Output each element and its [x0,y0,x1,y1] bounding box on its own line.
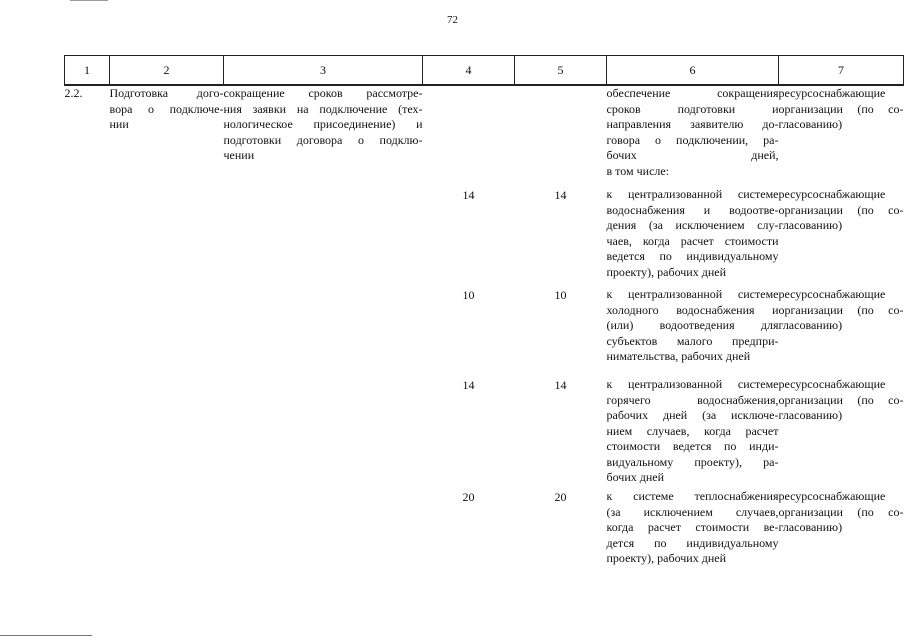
days-column-4: 20 [462,490,475,504]
cell-text-line: ния заявки на подключение (тех- [223,101,423,116]
cell-text-line: рабочих дней (за исключе- [606,408,779,422]
column-header-3: 3 [224,56,423,86]
cell-text-line: ресурсоснабжающие [778,287,886,301]
document-table-wrap [64,55,904,640]
column-header-2: 2 [110,56,224,86]
table-row [65,376,904,488]
cell-text-line: к централизованной системе [606,187,779,201]
measure-text [224,85,423,186]
cell-text-line: к централизованной системе [606,377,779,391]
responsible-text [779,186,904,286]
stage-name [110,186,224,286]
stage-name [110,488,224,582]
page-number: 72 [447,14,458,26]
cell-text-line: сроков подготовки и [606,101,779,116]
cell-text-line: организации (по со- [778,504,904,519]
cell-text-line: субъектов малого предпри- [606,333,779,348]
item-number [65,286,110,376]
days-column-5: 14 [554,188,567,202]
days-column-4: 14 [462,188,475,202]
days-column-5: 14 [554,378,567,392]
measure-text [224,488,423,582]
cell-text-line: говора о подключении, ра- [606,132,779,147]
cell-text-line: водоснабжения и водоотве- [606,202,779,217]
top-rule [70,0,108,1]
column-header-1: 1 [65,56,110,86]
table-row [65,186,904,286]
column-header-6: 6 [607,56,779,86]
cell-text-line: дется по индивидуальному [606,535,779,550]
cell-text-line: сокращение сроков рассмотре- [223,86,423,100]
indicator-text [607,186,779,286]
cell-text-line: гласованию) [778,408,843,422]
cell-text-line: ресурсоснабжающие [778,187,886,201]
stage-name [110,376,224,488]
item-number: 2.2. [64,86,83,100]
cell-text-line: дения (за исключением слу- [606,218,779,232]
days-column-4 [423,85,515,186]
days-column-5: 20 [554,490,567,504]
cell-text-line: нимательства, рабочих дней [606,349,751,363]
cell-text-line: к централизованной системе [606,287,779,301]
cell-text-line: проекту), рабочих дней [606,551,727,565]
item-number [65,376,110,488]
cell-text-line: чении [223,148,255,162]
cell-text-line: подготовки договора о подклю- [223,132,423,147]
cell-text-line: нии [109,117,129,131]
cell-text-line: горячего водоснабжения, [606,392,779,407]
cell-text-line: (или) водоотведения для [606,318,779,332]
responsible-text [779,85,904,186]
cell-text-line: проекту), рабочих дней [606,264,727,279]
cell-text-line: ресурсоснабжающие [778,489,886,503]
stage-name [110,286,224,376]
column-number-row [65,56,904,86]
table-row [65,488,904,582]
days-column-4: 14 [462,378,475,392]
cell-text-line: организации (по со- [778,101,904,116]
cell-text-line: ресурсоснабжающие [778,377,886,391]
item-number [65,488,110,582]
cell-text-line: бочих дней, [606,148,779,162]
responsible-text [779,376,904,488]
measure-text [224,376,423,488]
cell-text-line: ведется по индивидуальному [606,249,779,263]
cell-text-line: организации (по со- [778,202,904,217]
days-column-4: 10 [462,288,475,302]
cell-text-line: в том числе: [606,163,670,178]
cell-text-line: гласованию) [778,117,843,131]
cell-text-line: вора о подключе- [109,101,224,116]
column-header-7: 7 [779,56,904,86]
item-number [65,186,110,286]
cell-text-line: бочих дней [606,470,665,484]
cell-text-line: направления заявителю до- [606,117,779,131]
cell-text-line: (за исключением случаев, [606,504,779,519]
measure-text [224,286,423,376]
bottom-rule [0,635,92,636]
indicator-text [607,488,779,582]
cell-text-line: организации (по со- [778,392,904,407]
table-row [65,85,904,186]
cell-text-line: организации (по со- [778,302,904,317]
cell-text-line: гласованию) [778,520,843,534]
measures-table [64,55,904,582]
cell-text-line: видуальному проекту), ра- [606,454,779,469]
cell-text-line: стоимости ведется по инди- [606,439,779,453]
cell-text-line: обеспечение сокращения [606,86,779,100]
cell-text-line: гласованию) [778,218,843,232]
days-column-5: 10 [554,288,567,302]
cell-text-line: Подготовка дого- [109,86,224,100]
cell-text-line: гласованию) [778,318,843,332]
responsible-text [779,488,904,582]
measure-text [224,186,423,286]
indicator-text [607,85,779,186]
cell-text-line: нием случаев, когда расчет [606,423,779,438]
days-column-5 [515,85,607,186]
cell-text-line: холодного водоснабжения и [606,302,779,317]
column-header-5: 5 [515,56,607,86]
cell-text-line: когда расчет стоимости ве- [606,520,779,534]
cell-text-line: к системе теплоснабжения [606,489,779,503]
indicator-text [607,286,779,376]
column-header-4: 4 [423,56,515,86]
table-row [65,286,904,376]
stage-name [110,85,224,186]
indicator-text [607,376,779,488]
cell-text-line: чаев, когда расчет стоимости [606,233,779,248]
responsible-text [779,286,904,376]
cell-text-line: ресурсоснабжающие [778,86,886,100]
cell-text-line: нологическое присоединение) и [223,117,423,131]
